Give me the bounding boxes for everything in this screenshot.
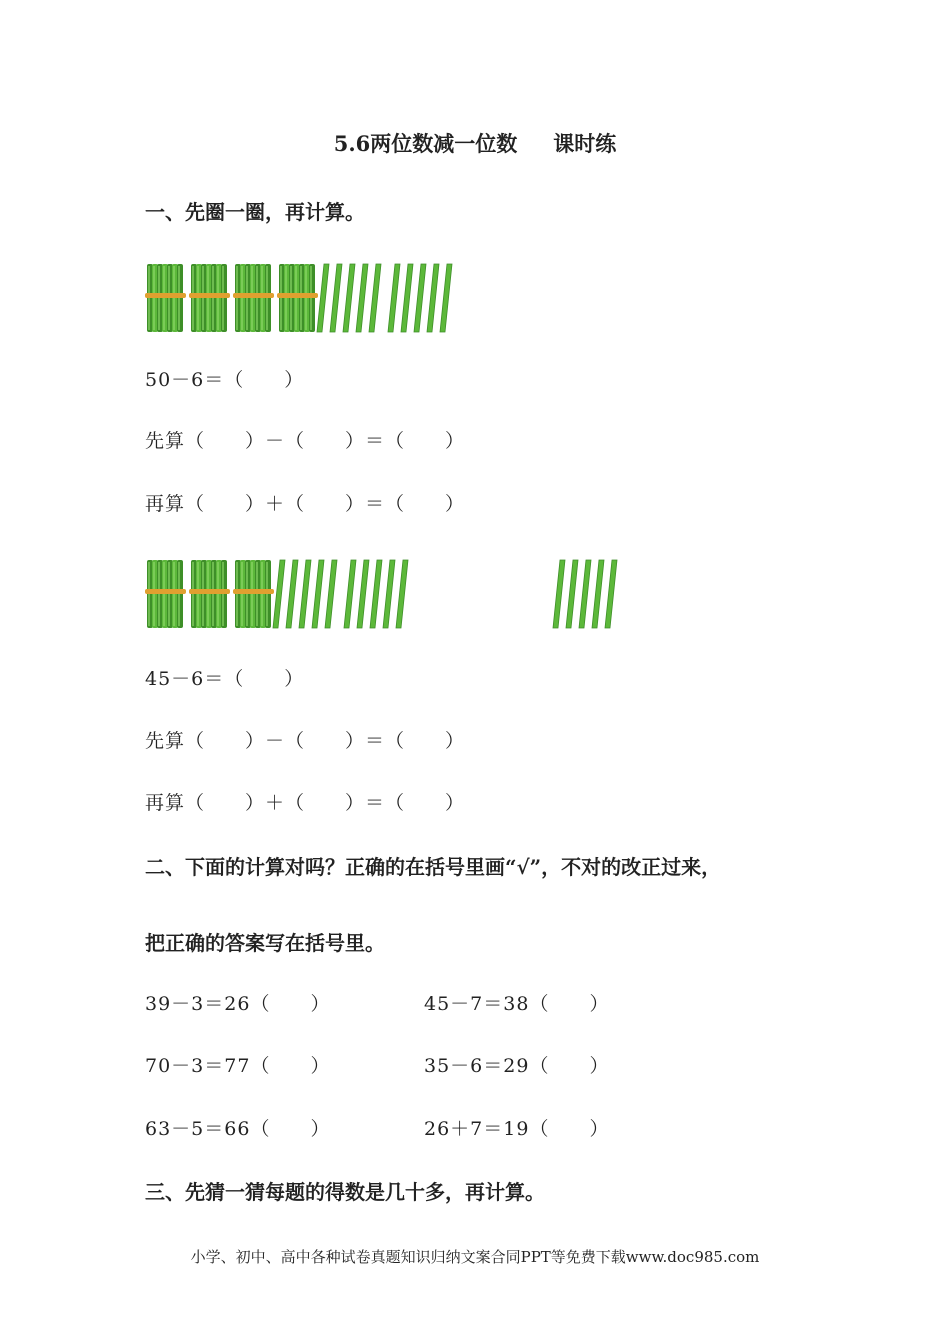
stick-bundle xyxy=(277,264,318,332)
problem-item: 26＋7＝19（ ） xyxy=(424,1118,610,1140)
section3-heading: 三、先猜一猜每题的得数是几十多，再计算。 xyxy=(145,1180,545,1204)
single-stick xyxy=(383,560,395,628)
title-sub: 课时练 xyxy=(553,131,617,156)
single-stick xyxy=(553,560,565,628)
problem-item: 39－3＝26（ ） xyxy=(145,993,331,1015)
page-title xyxy=(0,128,950,158)
problem-item: 63－5＝66（ ） xyxy=(145,1118,331,1140)
single-stick xyxy=(592,560,604,628)
single-stick xyxy=(440,264,452,332)
stick-bundles-figure-1 xyxy=(143,260,473,336)
footer-text: 小学、初中、高中各种试卷真题知识归纳文案合同PPT等免费下载www.doc985.com xyxy=(190,1248,760,1266)
section1-heading: 一、先圈一圈，再计算。 xyxy=(145,200,365,224)
single-stick xyxy=(286,560,298,628)
single-stick xyxy=(579,560,591,628)
step2-group2: 再算（ ）＋（ ）＝（ ） xyxy=(145,792,466,814)
stick-bundle xyxy=(233,560,274,628)
single-stick xyxy=(396,560,408,628)
stick-bundles-figure-2 xyxy=(143,556,623,632)
single-stick xyxy=(273,560,285,628)
single-stick xyxy=(388,264,400,332)
single-stick xyxy=(370,560,382,628)
single-stick xyxy=(605,560,617,628)
stick-bundle xyxy=(145,560,186,628)
stick-bundle xyxy=(233,264,274,332)
stick-bundle xyxy=(189,560,230,628)
single-stick xyxy=(312,560,324,628)
step1-group1: 先算（ ）－（ ）＝（ ） xyxy=(145,430,466,452)
single-stick xyxy=(343,264,355,332)
equation-45-6: 45－6＝（ ） xyxy=(145,668,305,690)
single-stick xyxy=(299,560,311,628)
single-stick xyxy=(401,264,413,332)
stick-bundle xyxy=(189,264,230,332)
step2-group1: 再算（ ）＋（ ）＝（ ） xyxy=(145,493,466,515)
single-stick xyxy=(325,560,337,628)
step1-group2: 先算（ ）－（ ）＝（ ） xyxy=(145,730,466,752)
single-stick xyxy=(427,264,439,332)
single-stick xyxy=(566,560,578,628)
section2-heading-line2: 把正确的答案写在括号里。 xyxy=(145,931,385,955)
single-stick xyxy=(369,264,381,332)
problem-item: 70－3＝77（ ） xyxy=(145,1055,331,1077)
single-stick xyxy=(317,264,329,332)
problem-item: 45－7＝38（ ） xyxy=(424,993,610,1015)
section2-heading-line1: 二、下面的计算对吗？正确的在括号里画“√”，不对的改正过来， xyxy=(145,855,722,879)
problem-item: 35－6＝29（ ） xyxy=(424,1055,610,1077)
single-stick xyxy=(330,264,342,332)
single-stick xyxy=(344,560,356,628)
equation-50-6: 50－6＝（ ） xyxy=(145,369,305,391)
single-stick xyxy=(414,264,426,332)
stick-bundle xyxy=(145,264,186,332)
single-stick xyxy=(356,264,368,332)
title-main: 5.6两位数减一位数 xyxy=(333,131,518,156)
single-stick xyxy=(357,560,369,628)
